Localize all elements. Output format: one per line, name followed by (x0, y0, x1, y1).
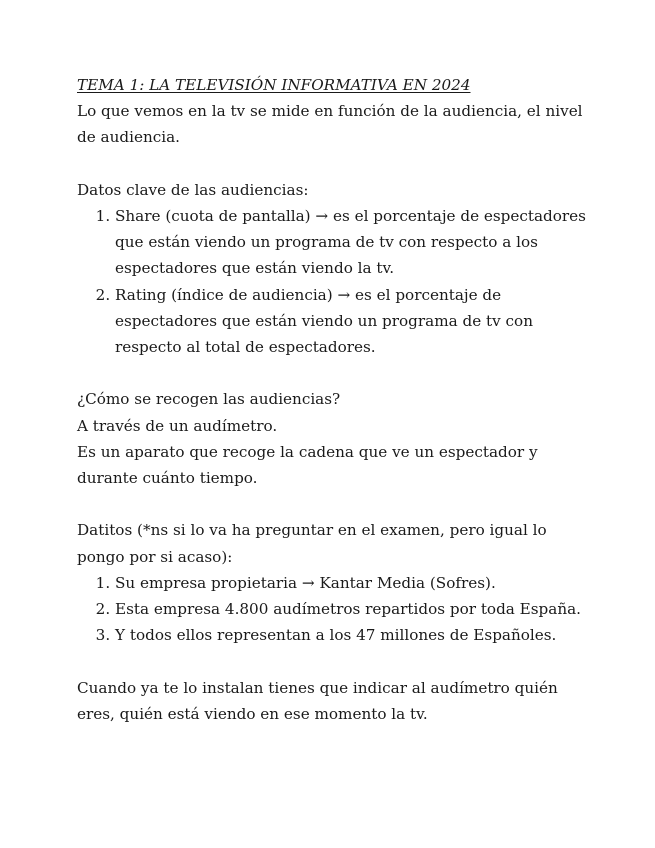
spacer (77, 648, 597, 674)
list-item: 1. Share (cuota de pantalla) → es el porcentaje de espectadores que están viendo un programa de tv con respecto a los espectadores que están viendo la tv. (115, 203, 597, 282)
list-item: 3. Y todos ellos representan a los 47 millones de Españoles. (115, 622, 597, 648)
spacer (77, 491, 597, 517)
document-title: TEMA 1: LA TELEVISIÓN INFORMATIVA EN 2024 (77, 76, 471, 94)
list-item: 1. Su empresa propietaria → Kantar Media (Sofres). (115, 570, 597, 596)
collection-description: Es un aparato que recoge la cadena que ve un espectador y durante cuánto tiempo. (77, 442, 538, 488)
key-data-list (77, 203, 597, 360)
collection-question: ¿Cómo se recogen las audiencias? (77, 390, 341, 409)
closing-paragraph: Cuando ya te lo instalan tienes que indicar al audímetro quién eres, quién está viendo en ese momento la tv. (77, 678, 558, 723)
datitos-heading: Datitos (*ns si lo va ha preguntar en el examen, pero igual lo pongo por si acaso): (77, 521, 547, 566)
spacer (77, 360, 597, 386)
document-page (77, 72, 597, 727)
spacer (77, 151, 597, 177)
datitos-list (77, 570, 597, 649)
list-item: 2. Esta empresa 4.800 audímetros repartidos por toda España. (115, 596, 597, 622)
collection-answer: A través de un audímetro. (77, 416, 278, 435)
intro-paragraph: Lo que vemos en la tv se mide en función de la audiencia, el nivel de audiencia. (77, 102, 583, 147)
key-data-heading: Datos clave de las audiencias: (77, 180, 309, 199)
list-item: 2. Rating (índice de audiencia) → es el porcentaje de espectadores que están viendo un programa de tv con respecto al total de espectadores. (115, 282, 597, 361)
